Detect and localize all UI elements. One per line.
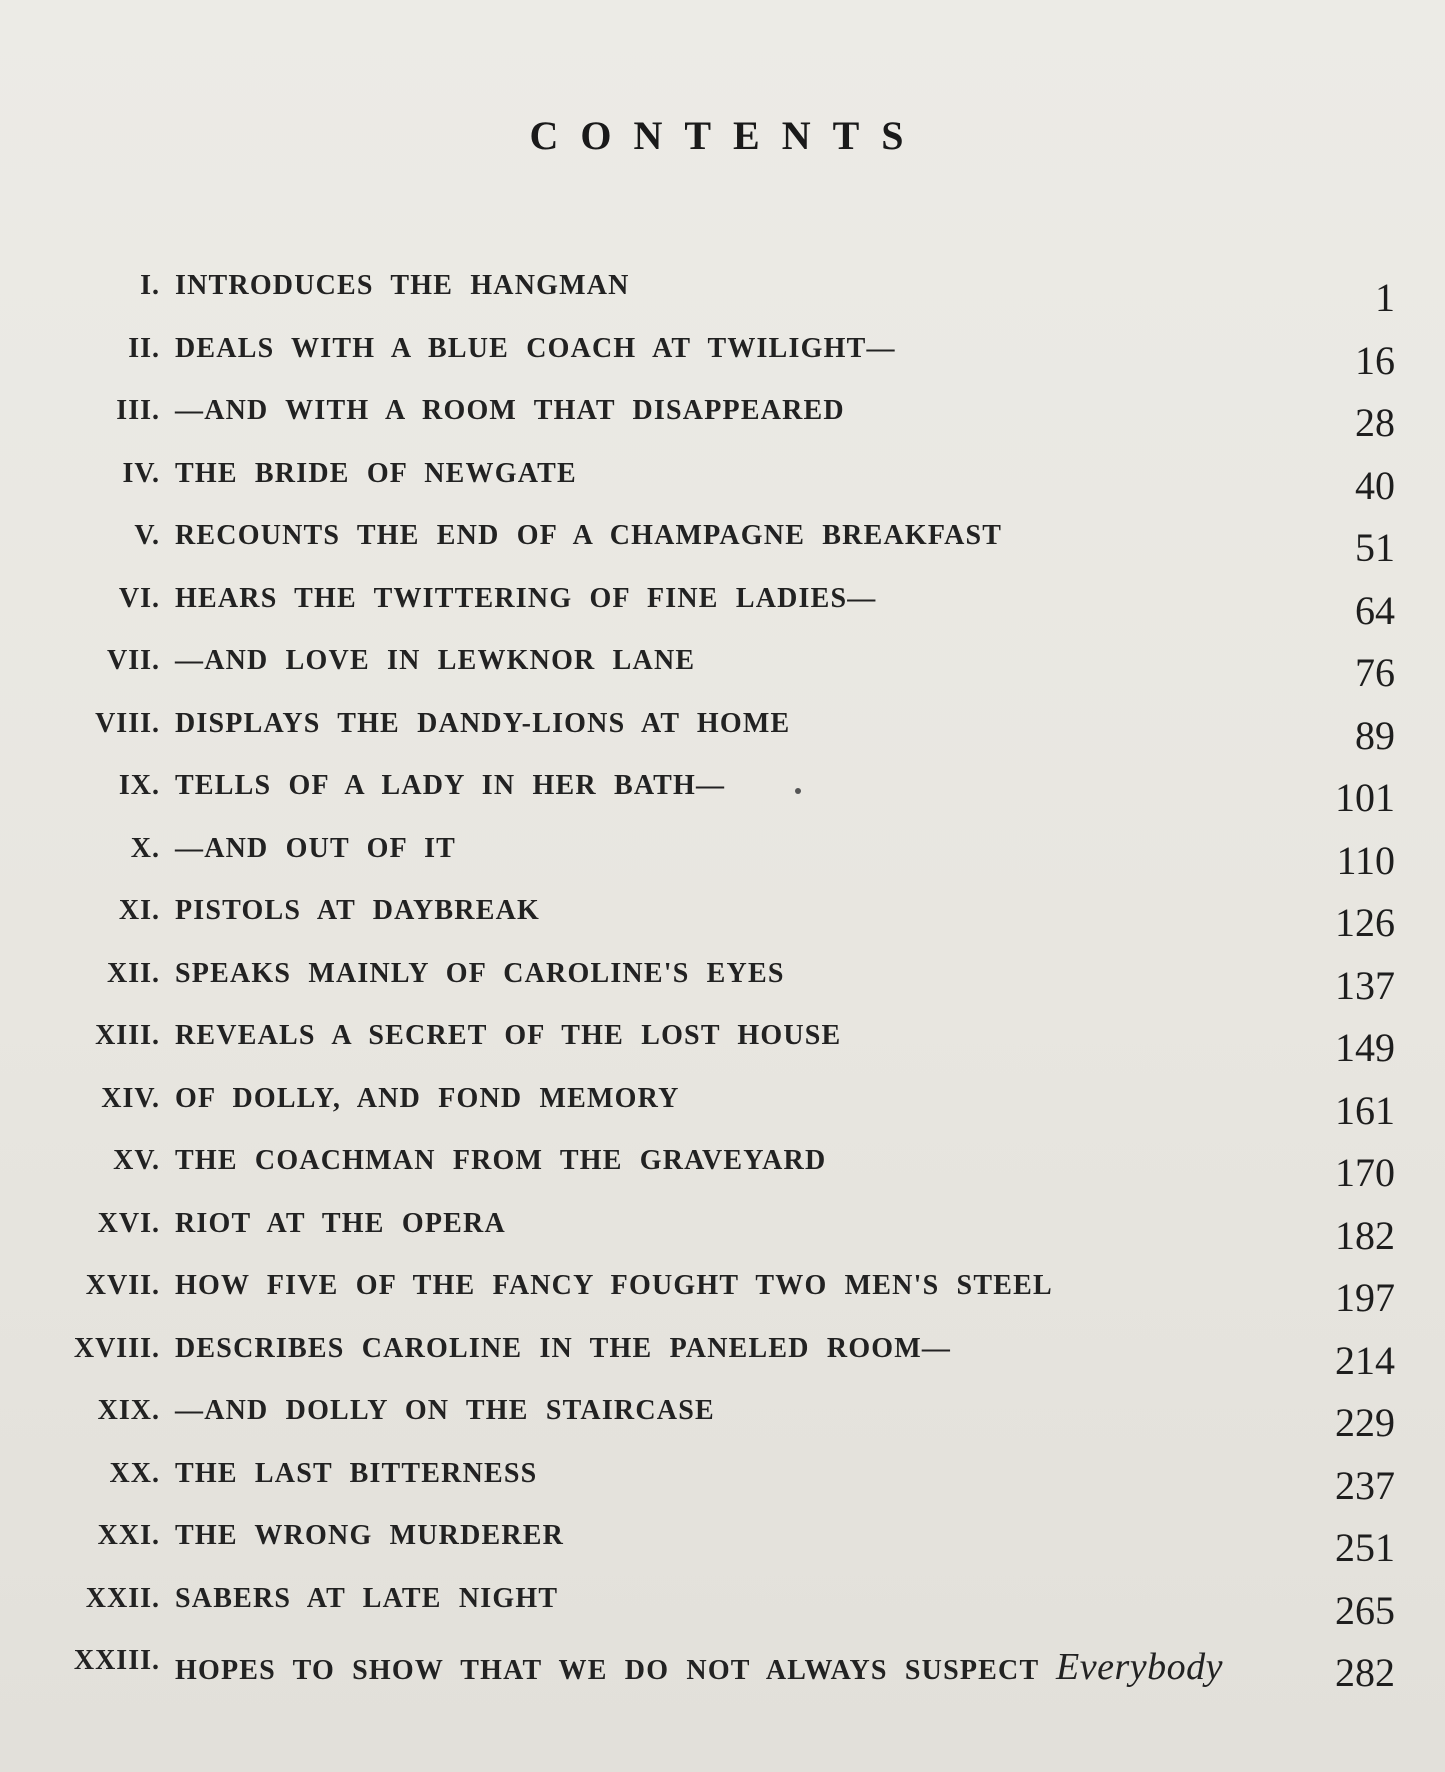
- chapter-number: XVI.: [97, 1207, 160, 1239]
- chapter-number: XVIII.: [73, 1332, 160, 1364]
- page-number: 40: [1355, 462, 1395, 508]
- page-number: 197: [1335, 1275, 1395, 1320]
- chapter-number: VI.: [118, 582, 160, 614]
- chapter-title: TELLS OF A LADY IN HER BATH—: [175, 770, 726, 801]
- page-number: 89: [1355, 712, 1395, 758]
- chapter-title: —AND WITH A ROOM THAT DISAPPEARED: [175, 395, 845, 426]
- toc-row: [0, 1450, 1445, 1513]
- chapter-number: XIX.: [97, 1395, 160, 1426]
- toc-row: [0, 512, 1445, 575]
- chapter-number: XV.: [113, 1145, 160, 1176]
- chapter-number: XIII.: [95, 1020, 160, 1051]
- chapter-number: VIII.: [95, 707, 160, 739]
- toc-row: [0, 575, 1445, 638]
- toc-row: [0, 1637, 1445, 1700]
- page-number: 110: [1336, 837, 1395, 883]
- chapter-number: X.: [130, 832, 160, 864]
- toc-row: [0, 1200, 1445, 1263]
- chapter-number: XI.: [118, 895, 160, 926]
- page-number: 251: [1335, 1525, 1395, 1570]
- toc-row: [0, 887, 1445, 950]
- toc-row: [0, 637, 1445, 700]
- toc-row: [0, 387, 1445, 450]
- toc-row: [0, 1325, 1445, 1388]
- chapter-title: SABERS AT LATE NIGHT: [175, 1582, 559, 1614]
- chapter-title-main: HOPES TO SHOW THAT WE DO NOT ALWAYS SUSPECT: [175, 1655, 1039, 1686]
- toc-row: [0, 325, 1445, 388]
- toc-row: [0, 1137, 1445, 1200]
- ink-speck: [795, 788, 801, 794]
- contents-heading: CONTENTS: [529, 113, 926, 158]
- chapter-title: DISPLAYS THE DANDY-LIONS AT HOME: [175, 707, 791, 739]
- page-number: 28: [1355, 400, 1395, 445]
- page-number: 182: [1335, 1212, 1395, 1258]
- toc-row: [0, 1012, 1445, 1075]
- chapter-number: XXI.: [97, 1520, 160, 1551]
- toc-row: [0, 700, 1445, 763]
- toc-row: [0, 1075, 1445, 1138]
- chapter-title: RIOT AT THE OPERA: [175, 1207, 506, 1239]
- chapter-number: IV.: [122, 457, 160, 489]
- page-number: 76: [1355, 650, 1395, 695]
- chapter-number: V.: [134, 520, 160, 551]
- toc-row: [0, 762, 1445, 825]
- page-number: 161: [1335, 1087, 1395, 1133]
- chapter-title: —AND LOVE IN LEWKNOR LANE: [175, 645, 696, 676]
- page-number: 126: [1335, 900, 1395, 945]
- chapter-title: OF DOLLY, AND FOND MEMORY: [175, 1082, 680, 1114]
- page-number: 51: [1355, 525, 1395, 570]
- chapter-title: RECOUNTS THE END OF A CHAMPAGNE BREAKFAST: [175, 520, 1003, 551]
- chapter-title-emphasis: Everybody: [1056, 1646, 1224, 1688]
- chapter-title: SPEAKS MAINLY OF CAROLINE'S EYES: [175, 957, 785, 989]
- chapter-title: THE WRONG MURDERER: [175, 1520, 565, 1551]
- toc-row: [0, 825, 1445, 888]
- chapter-title: THE BRIDE OF NEWGATE: [175, 457, 577, 489]
- chapter-title: [175, 1645, 1223, 1689]
- toc-row: [0, 1387, 1445, 1450]
- chapter-number: I.: [140, 270, 160, 301]
- page-number: 229: [1335, 1400, 1395, 1445]
- page-number: 16: [1355, 337, 1395, 383]
- toc-row: [0, 950, 1445, 1013]
- toc-row: [0, 450, 1445, 513]
- chapter-number: IX.: [118, 770, 160, 801]
- table-of-contents: [0, 262, 1445, 1700]
- page-number: 282: [1335, 1650, 1395, 1695]
- chapter-title: INTRODUCES THE HANGMAN: [175, 270, 630, 301]
- chapter-title: —AND DOLLY ON THE STAIRCASE: [175, 1395, 715, 1426]
- chapter-number: XIV.: [101, 1082, 160, 1114]
- page-number: 1: [1375, 275, 1395, 320]
- chapter-number: XXII.: [85, 1582, 160, 1614]
- toc-row: [0, 1512, 1445, 1575]
- page-number: 237: [1335, 1462, 1395, 1508]
- page-number: 149: [1335, 1025, 1395, 1070]
- chapter-title: THE LAST BITTERNESS: [175, 1457, 538, 1489]
- page-number: 170: [1335, 1150, 1395, 1195]
- chapter-number: XXIII.: [73, 1645, 160, 1676]
- chapter-title: THE COACHMAN FROM THE GRAVEYARD: [175, 1145, 827, 1176]
- chapter-title: PISTOLS AT DAYBREAK: [175, 895, 541, 926]
- chapter-title: HOW FIVE OF THE FANCY FOUGHT TWO MEN'S STEEL: [175, 1270, 1053, 1301]
- chapter-title: —AND OUT OF IT: [175, 832, 457, 864]
- page-number: 64: [1355, 587, 1395, 633]
- chapter-number: XX.: [109, 1457, 160, 1489]
- chapter-title: HEARS THE TWITTERING OF FINE LADIES—: [175, 582, 877, 614]
- chapter-number: XVII.: [85, 1270, 160, 1301]
- chapter-number: VII.: [106, 645, 160, 676]
- chapter-title: DESCRIBES CAROLINE IN THE PANELED ROOM—: [175, 1332, 952, 1364]
- chapter-number: XII.: [106, 957, 160, 989]
- chapter-title: REVEALS A SECRET OF THE LOST HOUSE: [175, 1020, 842, 1051]
- toc-row: [0, 1262, 1445, 1325]
- page-number: 137: [1335, 962, 1395, 1008]
- chapter-title: DEALS WITH A BLUE COACH AT TWILIGHT—: [175, 332, 896, 364]
- chapter-number: III.: [116, 395, 160, 426]
- page-number: 265: [1335, 1587, 1395, 1633]
- toc-row: [0, 1575, 1445, 1638]
- page-number: 101: [1335, 775, 1395, 820]
- page-number: 214: [1335, 1337, 1395, 1383]
- chapter-number: II.: [128, 332, 160, 364]
- toc-row: [0, 262, 1445, 325]
